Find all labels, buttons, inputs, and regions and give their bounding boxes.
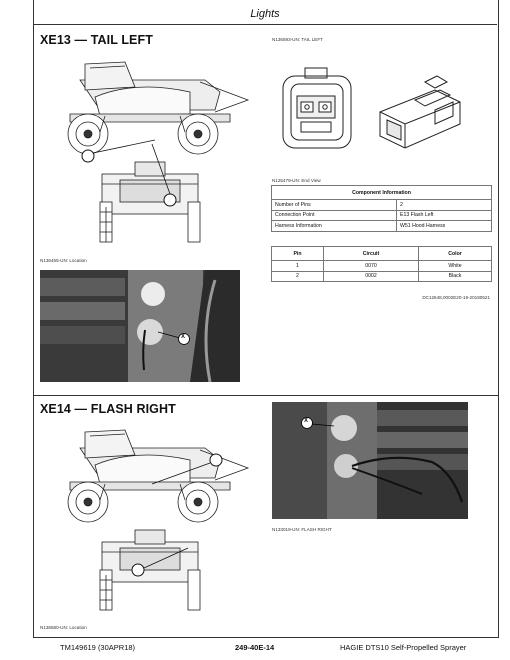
pin-table — [271, 246, 492, 282]
table-header: Circuit — [324, 247, 419, 261]
connector-end-view-drawing — [275, 62, 470, 172]
sprayer-location-drawing-xe13 — [40, 52, 260, 252]
location-photo-xe13 — [40, 270, 240, 382]
section-title-xe14: XE14 — FLASH RIGHT — [40, 402, 176, 416]
table-row — [272, 271, 492, 282]
component-information-table — [271, 185, 492, 232]
table-row — [272, 200, 492, 211]
page-title: Lights — [250, 8, 280, 20]
caption-connector-xe13: N136593-UN: TAIL LEFT — [272, 37, 323, 42]
table-header: Color — [419, 247, 492, 261]
table-row — [272, 210, 492, 221]
table-cell: 2 — [397, 200, 492, 211]
table-cell: Black — [419, 271, 492, 282]
section-divider — [33, 395, 498, 396]
page-header — [33, 0, 497, 25]
table-row — [272, 221, 492, 232]
callout-x-xe14: X — [304, 418, 309, 424]
table-cell: 2 — [272, 271, 324, 282]
footer-manual-id: TM149619 (30APR18) — [60, 643, 136, 652]
table-cell: W51 Hood Harness — [397, 221, 492, 232]
table-cell: Number of Pins — [272, 200, 397, 211]
caption-location-xe14: N136580-UN: Location — [40, 625, 87, 630]
table-cell: Connection Point — [272, 210, 397, 221]
component-table-title: Component Information — [272, 186, 492, 200]
table-cell: 1 — [272, 261, 324, 272]
caption-endview-xe13: N125479-UN: End View — [272, 178, 321, 183]
footer-page-number: 249-40E-14 — [235, 643, 275, 652]
sprayer-location-drawing-xe14 — [40, 420, 260, 620]
flash-right-photo — [272, 402, 468, 519]
footer-product-name: HAGIE DTS10 Self-Propelled Sprayer — [340, 643, 467, 652]
caption-location-xe13: N136455-UN: Location — [40, 258, 87, 263]
table-cell: White — [419, 261, 492, 272]
table-cell: 0002 — [324, 271, 419, 282]
table-cell: E13 Flash Left — [397, 210, 492, 221]
table-cell: Harness Information — [272, 221, 397, 232]
table-header-row — [272, 247, 492, 261]
table-cell: 0070 — [324, 261, 419, 272]
table-header: Pin — [272, 247, 324, 261]
section-title-xe13: XE13 — TAIL LEFT — [40, 33, 153, 47]
callout-x-xe13: X — [181, 334, 186, 340]
caption-photo-xe14: N133019-UN: FLASH RIGHT — [272, 527, 332, 532]
document-id-xe13: DC12648,0002E20-19-20180521 — [422, 295, 490, 300]
table-row — [272, 261, 492, 272]
